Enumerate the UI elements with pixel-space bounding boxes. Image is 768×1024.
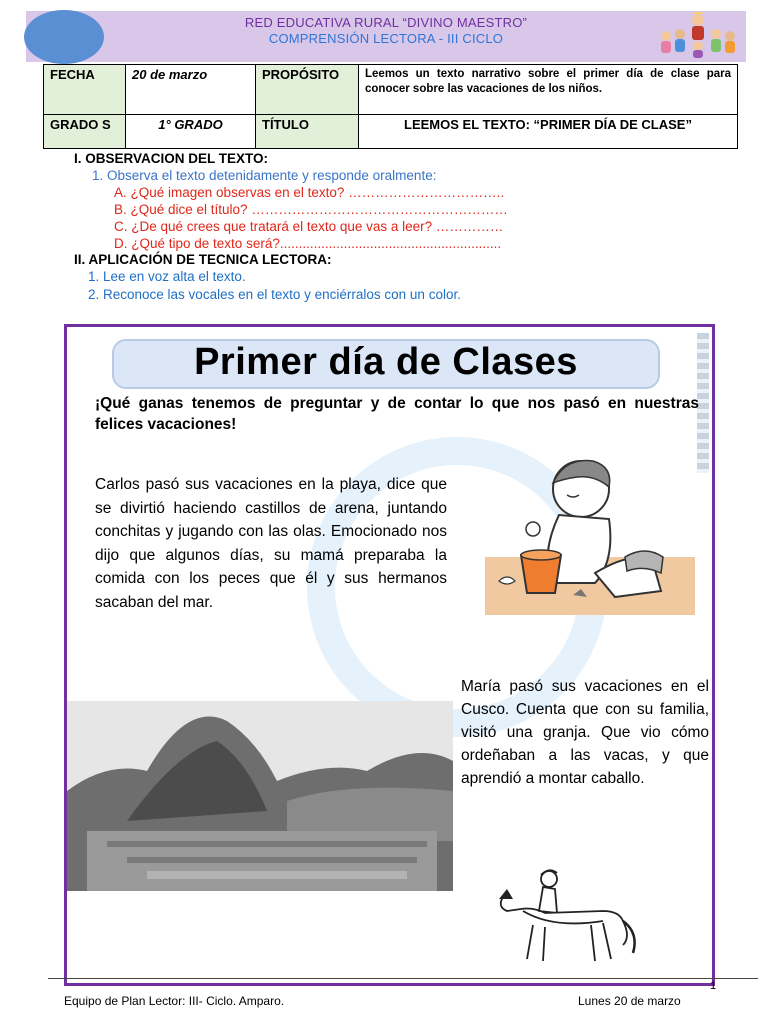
reading-intro: ¡Qué ganas tenemos de preguntar y de contar lo que nos pasó en nuestras felices vacaciones! [95, 395, 699, 433]
machu-picchu-photo [67, 701, 453, 891]
course-name: COMPRENSIÓN LECTORA - III CICLO [268, 31, 504, 46]
carlos-paragraph: Carlos pasó sus vacaciones en la playa, dice que se divirtió haciendo castillos de arena, juntando conchitas y jugando con las olas. Emocionado nos dijo que algunos días, su mamá preparaba la comida con los peces que él y sus hermanos sacaban del mar. [95, 476, 447, 611]
technique-step-1: 1. Lee en voz alta el texto. [88, 269, 246, 284]
lesson-info-table [43, 64, 738, 149]
network-name: RED EDUCATIVA RURAL “DIVINO MAESTRO” [244, 15, 528, 30]
reading-title: Primer día de Clases [194, 341, 578, 383]
section-technique-heading: II. APLICACIÓN DE TECNICA LECTORA: [74, 252, 332, 267]
fecha-value: 20 de marzo [126, 65, 256, 115]
grados-value: 1° GRADO [126, 115, 256, 149]
grados-label: GRADO S [44, 115, 126, 149]
proposito-value: Leemos un texto narrativo sobre el primer día de clase para conocer sobre las vacaciones de los niños. [359, 65, 738, 115]
titulo-value: LEEMOS EL TEXTO: “PRIMER DÍA DE CLASE” [359, 115, 738, 149]
page-number: 1 [710, 980, 717, 992]
section-observation-heading: I. OBSERVACION DEL TEXTO: [74, 151, 269, 166]
boy-sandcastle-illustration [485, 453, 695, 615]
proposito-label: PROPÓSITO [256, 65, 359, 115]
titulo-label: TÍTULO [256, 115, 359, 149]
footer-date: Lunes 20 de marzo [578, 994, 681, 1008]
question-c: C. ¿De qué crees que tratará el texto que vas a leer? …………… [114, 219, 504, 234]
footer-author: Equipo de Plan Lector: III- Ciclo. Amparo. [64, 994, 285, 1008]
reading-frame [64, 324, 715, 986]
question-b: B. ¿Qué dice el título? ………………………………………………… [114, 202, 508, 217]
fecha-label: FECHA [44, 65, 126, 115]
observation-instruction: 1. Observa el texto detenidamente y responde oralmente: [92, 168, 437, 183]
maria-paragraph: María pasó sus vacaciones en el Cusco. Cuenta que con su familia, visitó una granja. Que vio cómo ordeñaban a las vacas, y que aprendió a montar caballo. [461, 678, 709, 787]
children-illustration [656, 12, 740, 58]
technique-step-2: 2. Reconoce las vocales en el texto y enciérralos con un color. [88, 287, 461, 302]
question-a: A. ¿Qué imagen observas en el texto? …………………………….. [114, 185, 505, 200]
question-d: D. ¿Qué tipo de texto será?........................................................... [114, 236, 502, 251]
horse-rider-illustration [493, 867, 643, 969]
footer-divider [48, 978, 758, 979]
